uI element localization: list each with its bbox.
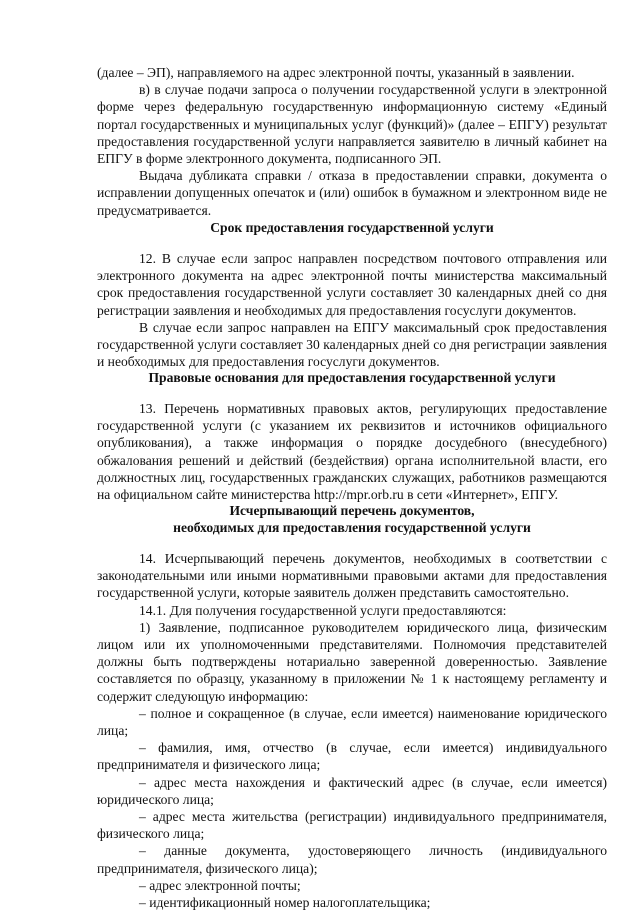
intro-paragraph-1: (далее – ЭП), направляемого на адрес электронной почты, указанный в заявлении. xyxy=(97,65,575,80)
term-paragraph-ep: В случае если запрос направлен на ЕПГУ максимальный срок предоставления государственной услуги составляет 30 календарных дней со дня регистрации заявления и необходимых для предоставления госуслуги документов. xyxy=(97,319,607,370)
section-heading-docs-line-2: необходимых для предоставления государственной услуги xyxy=(173,520,531,535)
list-item: – данные документа, удостоверяющего личность (индивидуального предпринимателя, физического лица); xyxy=(97,843,607,876)
docs-paragraph-14: 14. Исчерпывающий перечень документов, необходимых в соответствии с законодательными или иными нормативными правовыми актами для предоставления государственной услуги, которые заявитель должен представить самостоятельно. xyxy=(97,551,607,601)
list-item: – адрес места нахождения и фактический адрес (в случае, если имеется) юридического лица; xyxy=(97,774,607,807)
list-item: – адрес электронной почты; xyxy=(139,877,301,893)
intro-paragraph-3: Выдача дубликата справки / отказа в предоставлении справки, документа о исправлении допущенных опечаток и (или) ошибок в бумажном и электронном виде не предусматривается. xyxy=(97,168,607,218)
legal-block xyxy=(97,400,607,503)
section-heading-term: Срок предоставления государственной услуги xyxy=(210,220,494,235)
list-item: – идентификационный номер налогоплательщика; xyxy=(139,895,431,911)
term-paragraph-12: 12. В случае если запрос направлен посредством почтового отправления или электронного документа на адрес электронной почты министерства максимальный срок предоставления государственной услуги составляет 30 календарных дней со дня регистрации заявления и необходимых для предоставления госуслуги документов. xyxy=(97,251,607,318)
legal-paragraph-13: 13. Перечень нормативных правовых актов, регулирующих предоставление государственной услуги (с указанием их реквизитов и источников официального опубликования), а также информация о порядке досудебного (внесудебного) обжалования решений и действий (бездействия) органа исполнительной власти, его должностных лиц, государственных гражданских служащих, работников размещаются на официальном сайте министерства http://mpr.orb.ru в сети «Интернет», ЕПГУ. xyxy=(97,401,607,503)
term-block xyxy=(97,250,607,370)
intro-paragraph-2: в) в случае подачи запроса о получении государственной услуги в электронной форме через федеральную государственную информационную систему «Единый портал государственных и муниципальных услуг (функций)» (далее – ЕПГУ) результат предоставления государственной услуги направляется заявителю в личный кабинет на ЕПГУ в форме электронного документа, подписанного ЭП. xyxy=(97,82,607,167)
list-item: – адрес места жительства (регистрации) индивидуального предпринимателя, физического лица; xyxy=(97,809,607,842)
docs-block xyxy=(97,550,607,911)
section-heading-legal: Правовые основания для предоставления государственной услуги xyxy=(148,370,556,385)
list-item: – полное и сокращенное (в случае, если имеется) наименование юридического лица; xyxy=(97,705,607,739)
docs-paragraph-application: 1) Заявление, подписанное руководителем юридического лица, физическим лицом или их уполномоченными представителями. Полномочия представителей должны быть подтверждены нотариально заверенной доверенностью. Заявление составляется по образцу, указанному в приложении № 1 к настоящему регламенту и содержит следующую информацию: xyxy=(97,619,607,704)
docs-paragraph-14-1: 14.1. Для получения государственной услуги предоставляются: xyxy=(139,602,507,618)
list-item: – фамилия, имя, отчество (в случае, если имеется) индивидуального предпринимателя и физического лица; xyxy=(97,740,607,773)
intro-block xyxy=(97,64,607,219)
section-heading-docs-line-1: Исчерпывающий перечень документов, xyxy=(229,503,475,518)
